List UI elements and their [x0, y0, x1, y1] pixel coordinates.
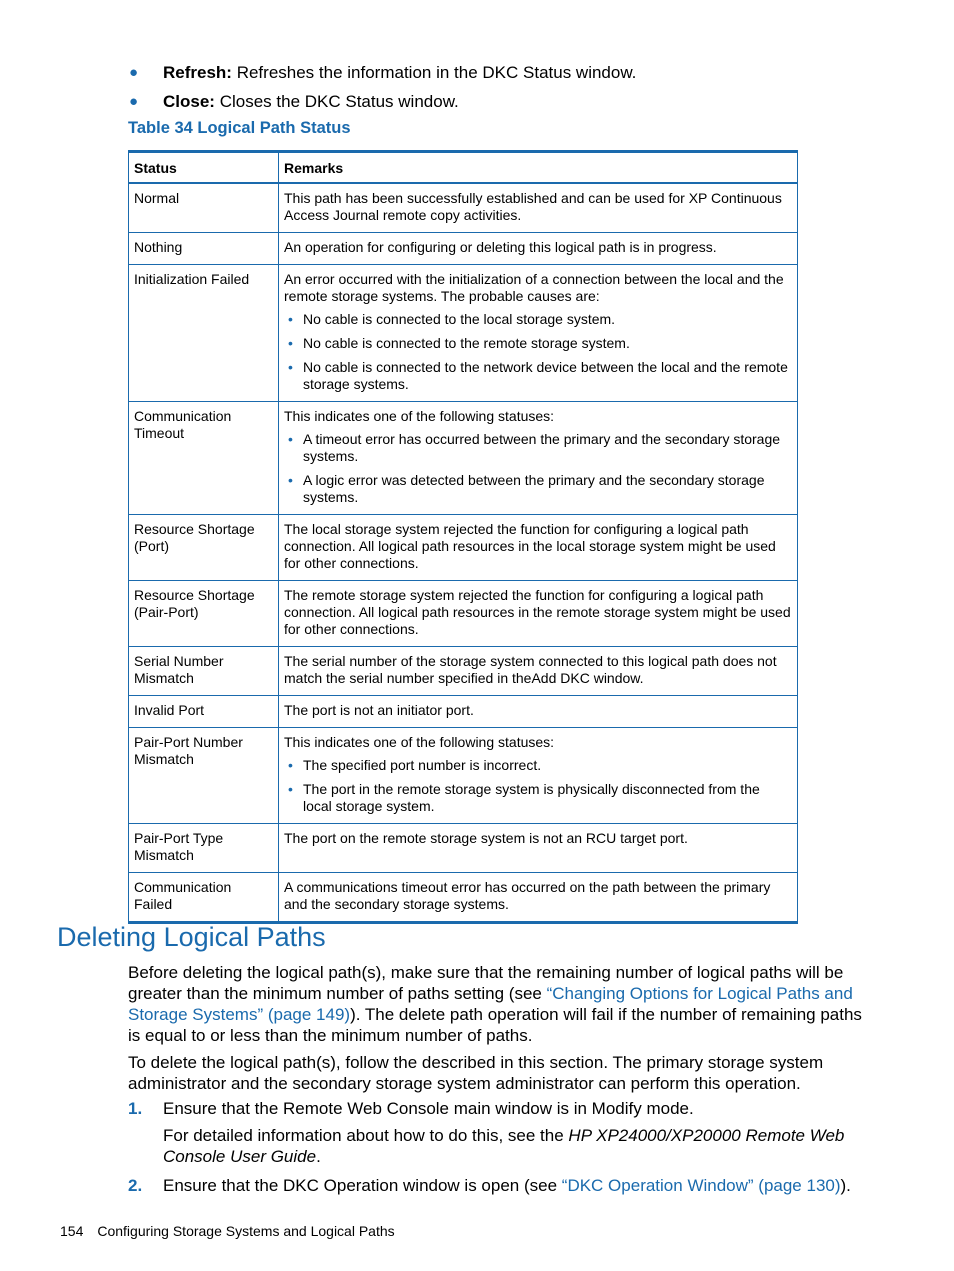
table-row	[129, 233, 798, 265]
table-row	[129, 824, 798, 873]
bullet-term: Refresh:	[163, 63, 232, 82]
status-cell: Nothing	[129, 233, 279, 265]
status-cell: Resource Shortage (Port)	[129, 515, 279, 581]
bullet-refresh	[128, 58, 868, 87]
table-row	[129, 402, 798, 515]
table-row	[129, 265, 798, 402]
paragraph-to-delete: To delete the logical path(s), follow the described in this section. The primary storage system administrator and the secondary storage system administrator can perform this operation.	[128, 1053, 824, 1093]
dkc-operation-window-link[interactable]: “DKC Operation Window” (page 130)	[561, 1176, 841, 1195]
remarks-cell	[279, 515, 798, 581]
remarks-cell	[279, 873, 798, 923]
remark-text: An error occurred with the initialization of a connection between the local and the remote storage systems. The probable causes are:	[284, 271, 784, 304]
table-row	[129, 728, 798, 824]
bullet-icon: ●	[129, 64, 139, 81]
bullet-text: Closes the DKC Status window.	[219, 92, 459, 111]
guide-title: HP XP24000/XP20000 Remote Web Console User Guide	[163, 1126, 845, 1166]
remarks-cell	[279, 581, 798, 647]
remark-text: A communications timeout error has occurred on the path between the primary and the secondary storage systems.	[284, 879, 771, 912]
status-cell: Pair-Port Number Mismatch	[129, 728, 279, 824]
table-row	[129, 581, 798, 647]
step-2	[128, 1175, 873, 1196]
table-body	[129, 183, 798, 923]
remark-text: This path has been successfully established and can be used for XP Continuous Access Journal remote copy activities.	[284, 190, 782, 223]
step-1	[128, 1098, 873, 1167]
remarks-cell	[279, 402, 798, 515]
header-remarks: Remarks	[279, 152, 798, 184]
status-cell: Initialization Failed	[129, 265, 279, 402]
page-number: 154	[60, 1223, 84, 1239]
section-heading: Deleting Logical Paths	[57, 922, 326, 952]
para-text: Before deleting the logical path(s), make sure that the remaining number of logical paths will be greater than the minimum number of paths setting (see	[128, 963, 844, 1003]
remark-text: This indicates one of the following statuses:	[284, 734, 555, 750]
step-subtext	[163, 1125, 873, 1167]
remarks-cell	[279, 728, 798, 824]
step-text-part: ).	[840, 1176, 851, 1195]
remark-text: The serial number of the storage system connected to this logical path does not match the serial number specified in theAdd DKC window.	[284, 653, 777, 686]
remarks-cell	[279, 696, 798, 728]
bullet-close	[128, 87, 868, 116]
step-number: 2.	[128, 1176, 143, 1195]
remark-bullet-item: • No cable is connected to the remote storage system.	[284, 335, 792, 352]
remark-text: The port is not an initiator port.	[284, 702, 474, 718]
table-row	[129, 515, 798, 581]
para-text: ). The delete path operation will fail if the number of remaining paths is equal to or less than the minimum number of paths.	[128, 1005, 862, 1045]
remark-bullet-list	[284, 311, 792, 393]
changing-options-link[interactable]: “Changing Options for Logical Paths and Storage Systems” (page 149)	[128, 984, 853, 1024]
status-cell: Communication Timeout	[129, 402, 279, 515]
remark-bullet-item: • No cable is connected to the local storage system.	[284, 311, 792, 328]
status-cell: Communication Failed	[129, 873, 279, 923]
remarks-cell	[279, 233, 798, 265]
step-number: 1.	[128, 1099, 143, 1118]
paragraph-before-deleting	[128, 962, 873, 1046]
bullet-icon: ●	[129, 93, 139, 110]
table-caption: Table 34 Logical Path Status	[128, 119, 351, 137]
remarks-cell	[279, 265, 798, 402]
table-row	[129, 647, 798, 696]
status-cell: Invalid Port	[129, 696, 279, 728]
table-row	[129, 696, 798, 728]
step-text	[163, 1175, 873, 1196]
table-header-row	[129, 152, 798, 184]
table-row	[129, 183, 798, 233]
page-footer	[60, 1223, 395, 1239]
step-text-part: Ensure that the DKC Operation window is open (see	[163, 1176, 562, 1195]
remarks-cell	[279, 824, 798, 873]
status-cell: Serial Number Mismatch	[129, 647, 279, 696]
header-status: Status	[129, 152, 279, 184]
remark-bullet-item: • The port in the remote storage system is physically disconnected from the local storage system.	[284, 781, 792, 815]
bullet-text: Refreshes the information in the DKC Status window.	[236, 63, 637, 82]
sub-text: .	[316, 1147, 321, 1166]
status-cell: Resource Shortage (Pair-Port)	[129, 581, 279, 647]
remarks-cell	[279, 183, 798, 233]
table-row	[129, 873, 798, 923]
remark-text: An operation for configuring or deleting this logical path is in progress.	[284, 239, 717, 255]
top-bullet-list	[128, 58, 868, 116]
remark-text: This indicates one of the following statuses:	[284, 408, 555, 424]
footer-title: Configuring Storage Systems and Logical Paths	[97, 1223, 395, 1239]
remark-bullet-item: • No cable is connected to the network device between the local and the remote storage systems.	[284, 359, 792, 393]
status-cell: Pair-Port Type Mismatch	[129, 824, 279, 873]
remark-bullet-list	[284, 757, 792, 815]
remark-text: The remote storage system rejected the function for configuring a logical path connection. All logical path resources in the remote storage system might be used for other connections.	[284, 587, 791, 637]
remark-text: The local storage system rejected the function for configuring a logical path connection. All logical path resources in the local storage system might be used for other connections.	[284, 521, 776, 571]
remarks-cell	[279, 647, 798, 696]
bullet-term: Close:	[163, 92, 215, 111]
remark-bullet-item: • A logic error was detected between the primary and the secondary storage systems.	[284, 472, 792, 506]
status-cell: Normal	[129, 183, 279, 233]
remark-bullet-list	[284, 431, 792, 506]
logical-path-status-table	[128, 150, 798, 924]
remark-bullet-item: • A timeout error has occurred between the primary and the secondary storage systems.	[284, 431, 792, 465]
sub-text: For detailed information about how to do this, see the	[163, 1126, 569, 1145]
remark-text: The port on the remote storage system is not an RCU target port.	[284, 830, 688, 846]
step-text: Ensure that the Remote Web Console main window is in Modify mode.	[163, 1099, 694, 1118]
remark-bullet-item: • The specified port number is incorrect.	[284, 757, 792, 774]
